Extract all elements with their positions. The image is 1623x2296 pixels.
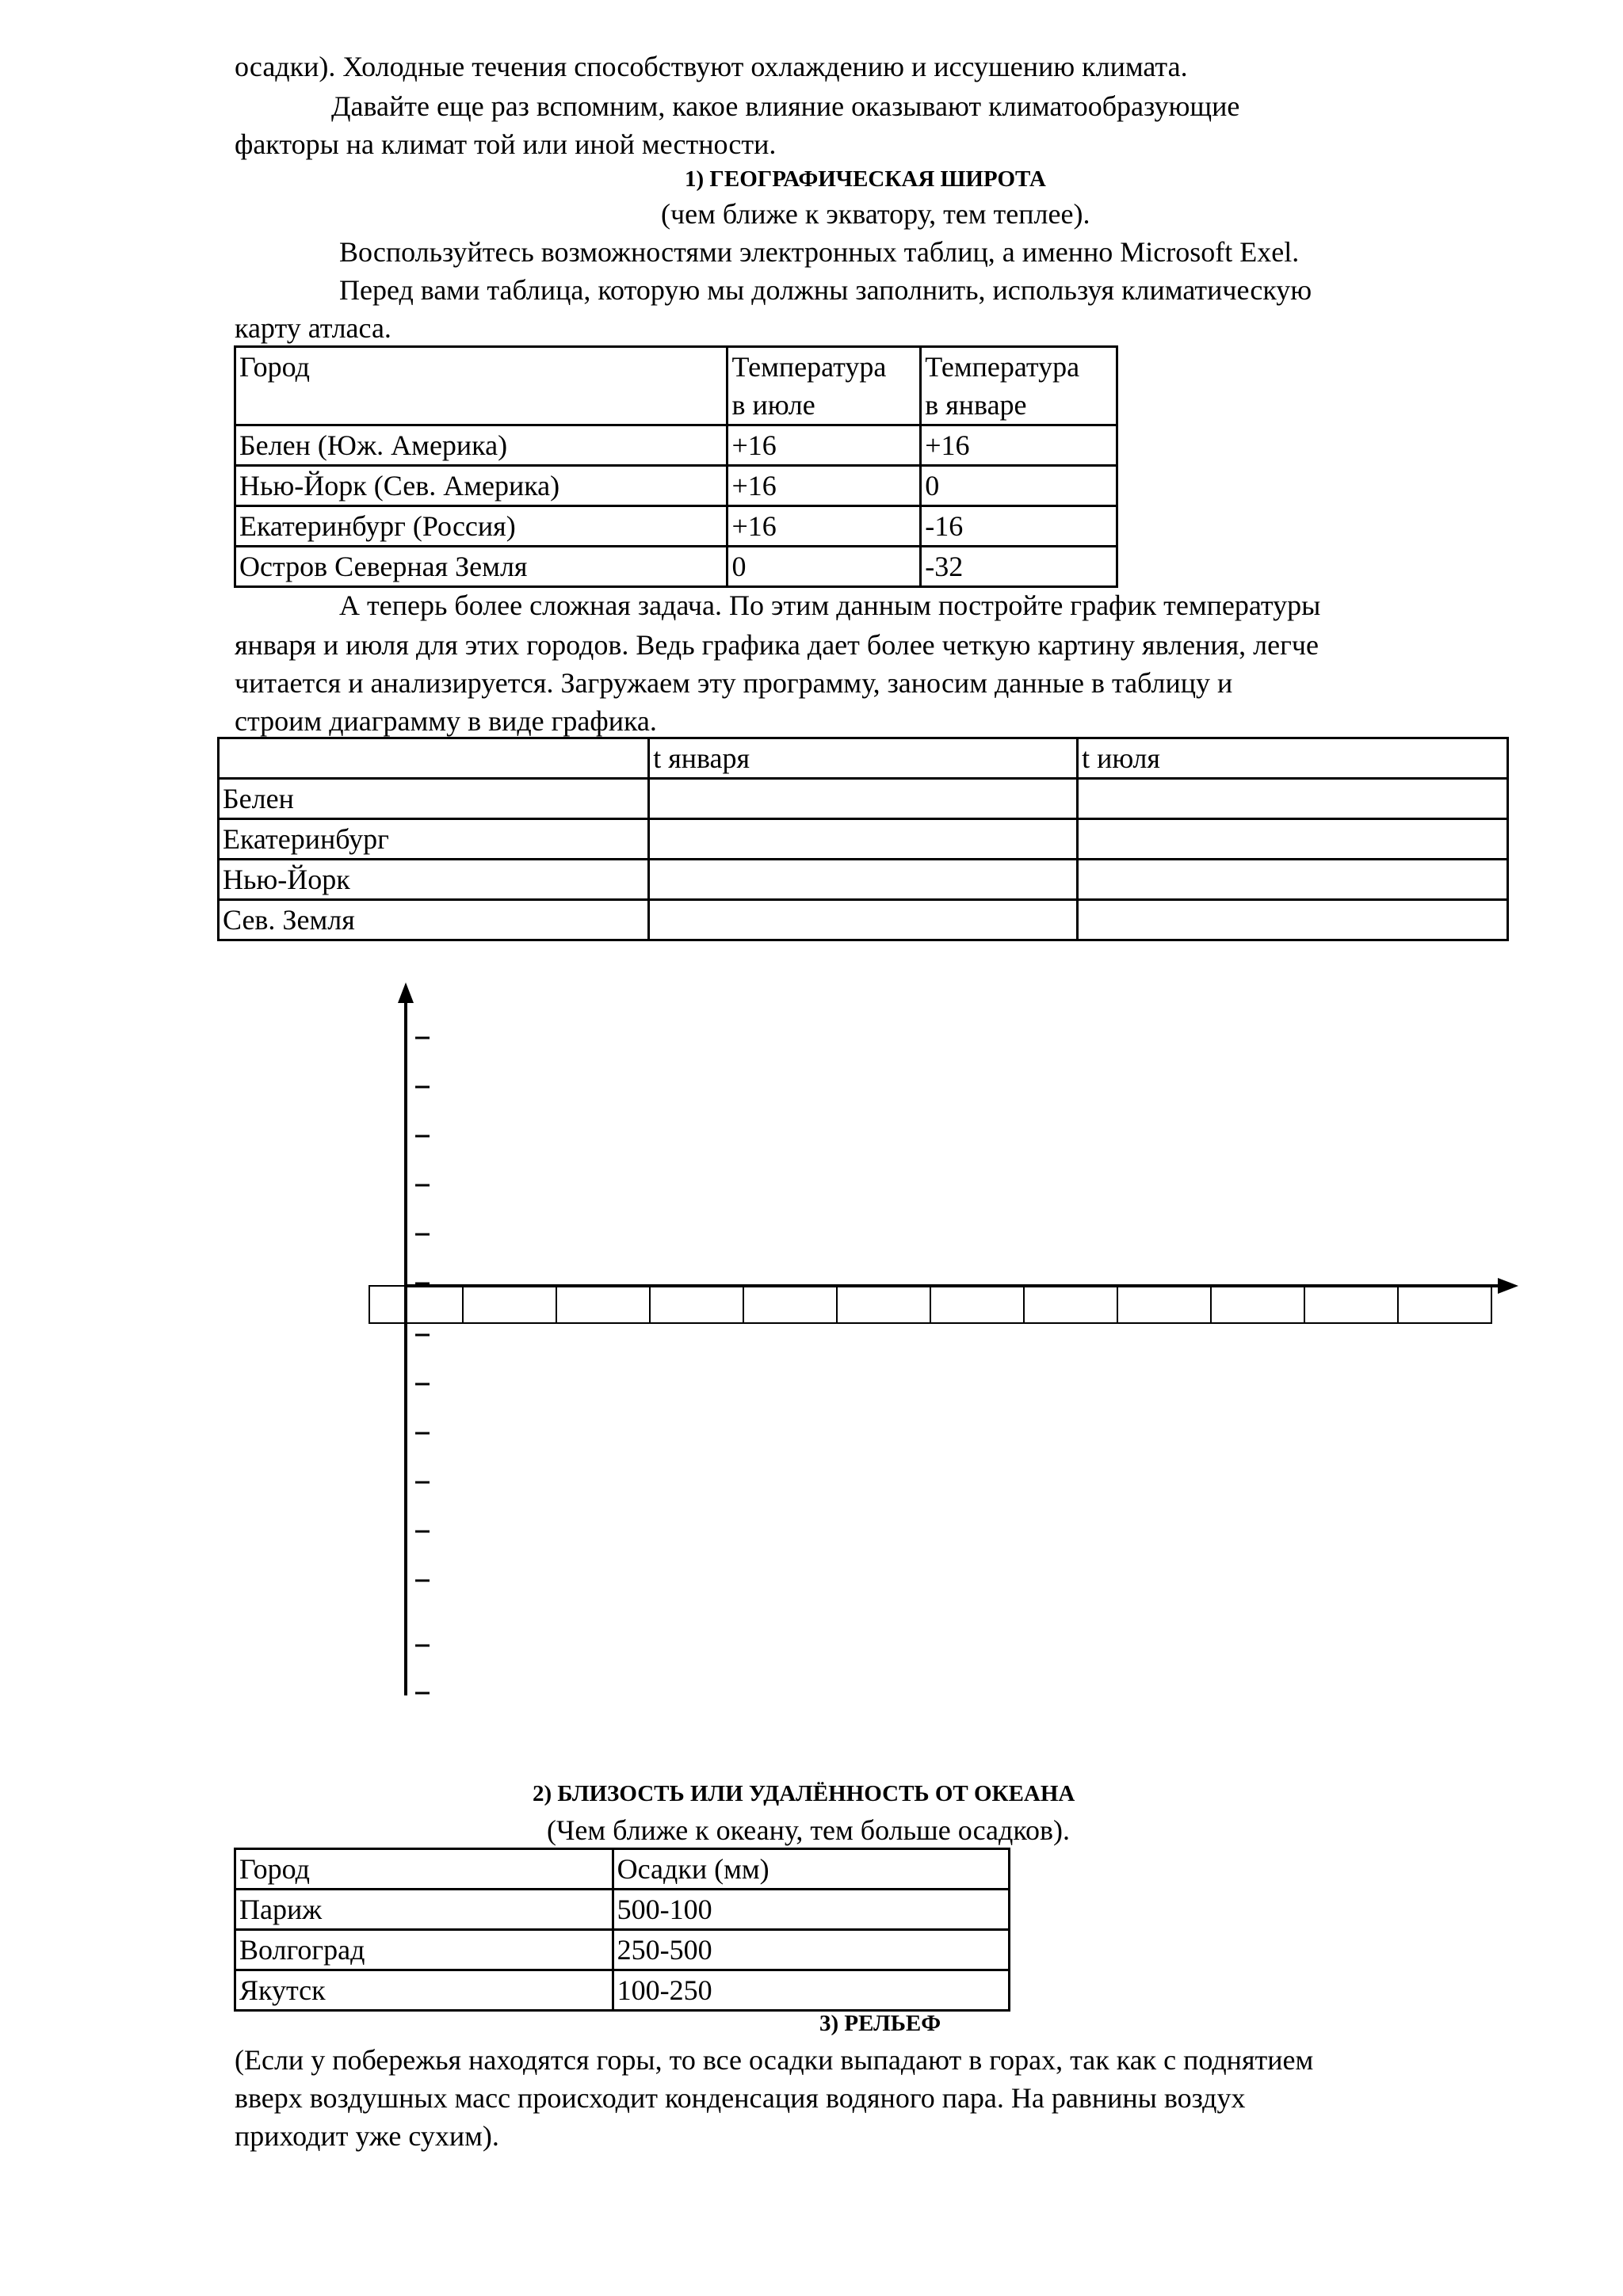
section1-subtitle: (чем ближе к экватору, тем теплее). — [661, 198, 1090, 230]
section3-line-2: вверх воздушных масс происходит конденсация водяного пара. На равнины воздух — [235, 2082, 1246, 2114]
intro-line-3: факторы на климат той или иной местности. — [235, 128, 777, 160]
table-header-row — [235, 1849, 1010, 1890]
table-header-cell: Город — [235, 347, 727, 425]
table-cell: 0 — [921, 466, 1117, 506]
section2-subtitle: (Чем ближе к океану, тем больше осадков). — [547, 1814, 1070, 1846]
section3-line-1: (Если у побережья находятся горы, то все осадки выпадают в горах, так как с поднятием — [235, 2044, 1314, 2076]
table-header-cell: Температура в январе — [921, 347, 1117, 425]
section3-heading: 3) РЕЛЬЕФ — [819, 2011, 941, 2036]
table-cell: Белен — [219, 779, 649, 819]
y-axis-ticks — [415, 1038, 430, 1693]
table-header-cell: t июля — [1078, 738, 1508, 779]
table-cell: Волгоград — [235, 1930, 613, 1970]
table-cell: Екатеринбург (Россия) — [235, 506, 727, 547]
x-axis-cell — [1211, 1286, 1304, 1323]
x-axis-cell — [837, 1286, 930, 1323]
table-cell: 500-100 — [613, 1890, 1009, 1930]
x-axis-cell — [1304, 1286, 1398, 1323]
y-axis-arrow-icon — [398, 982, 414, 1003]
x-axis-cell — [930, 1286, 1024, 1323]
x-axis-cell — [369, 1286, 463, 1323]
x-axis-cell — [1117, 1286, 1211, 1323]
section1-heading: 1) ГЕОГРАФИЧЕСКАЯ ШИРОТА — [685, 166, 1046, 192]
table-header-cell: Осадки (мм) — [613, 1849, 1009, 1890]
table-header-cell: t января — [649, 738, 1078, 779]
table-header-cell: Город — [235, 1849, 613, 1890]
section1-para2-line2: карту атласа. — [235, 312, 391, 344]
section2-heading: 2) БЛИЗОСТЬ ИЛИ УДАЛЁННОСТЬ ОТ ОКЕАНА — [533, 1781, 1075, 1806]
x-axis-cell — [463, 1286, 556, 1323]
section1-para2-line1: Перед вами таблица, которую мы должны заполнить, используя климатическую — [339, 274, 1312, 306]
task-line-4: строим диаграмму в виде графика. — [235, 705, 657, 737]
x-axis-cell — [650, 1286, 743, 1323]
table-cell: Екатеринбург — [219, 819, 649, 860]
table-cell: +16 — [727, 506, 921, 547]
table-row — [235, 1970, 1010, 2011]
table-cell: +16 — [921, 425, 1117, 466]
table-cell: Нью-Йорк — [219, 860, 649, 900]
table-cell: Остров Северная Земля — [235, 547, 727, 587]
task-line-2: января и июля для этих городов. Ведь графика дает более четкую картину явления, легче — [235, 629, 1319, 661]
table-row — [235, 1930, 1010, 1970]
table-cell: +16 — [727, 425, 921, 466]
table-cell: -32 — [921, 547, 1117, 587]
x-axis-cell — [1398, 1286, 1491, 1323]
table-cell: 0 — [727, 547, 921, 587]
table-cell: Париж — [235, 1890, 613, 1930]
x-axis-cells — [369, 1286, 1491, 1323]
task-line-3: читается и анализируется. Загружаем эту программу, заносим данные в таблицу и — [235, 667, 1233, 699]
section3-line-3: приходит уже сухим). — [235, 2120, 499, 2152]
table-header-cell: Температура в июле — [727, 347, 921, 425]
table-cell: 250-500 — [613, 1930, 1009, 1970]
x-axis-cell — [743, 1286, 837, 1323]
x-axis-cell — [556, 1286, 650, 1323]
task-line-1: А теперь более сложная задача. По этим данным постройте график температуры — [339, 589, 1321, 621]
table-cell: -16 — [921, 506, 1117, 547]
table-row — [235, 1890, 1010, 1930]
intro-line-1: осадки). Холодные течения способствуют охлаждению и иссушению климата. — [235, 51, 1188, 82]
table-cell: +16 — [727, 466, 921, 506]
table-cell: Якутск — [235, 1970, 613, 2011]
x-axis-arrow-icon — [1498, 1278, 1518, 1294]
precipitation-table — [234, 1848, 1010, 2012]
table-cell: 100-250 — [613, 1970, 1009, 2011]
table-cell: Нью-Йорк (Сев. Америка) — [235, 466, 727, 506]
table-cell: Сев. Земля — [219, 900, 649, 940]
intro-line-2: Давайте еще раз вспомним, какое влияние оказывают климатообразующие — [331, 90, 1240, 122]
table-cell: Белен (Юж. Америка) — [235, 425, 727, 466]
x-axis-cell — [1024, 1286, 1117, 1323]
section1-para1: Воспользуйтесь возможностями электронных таблиц, а именно Microsoft Exel. — [339, 236, 1300, 268]
